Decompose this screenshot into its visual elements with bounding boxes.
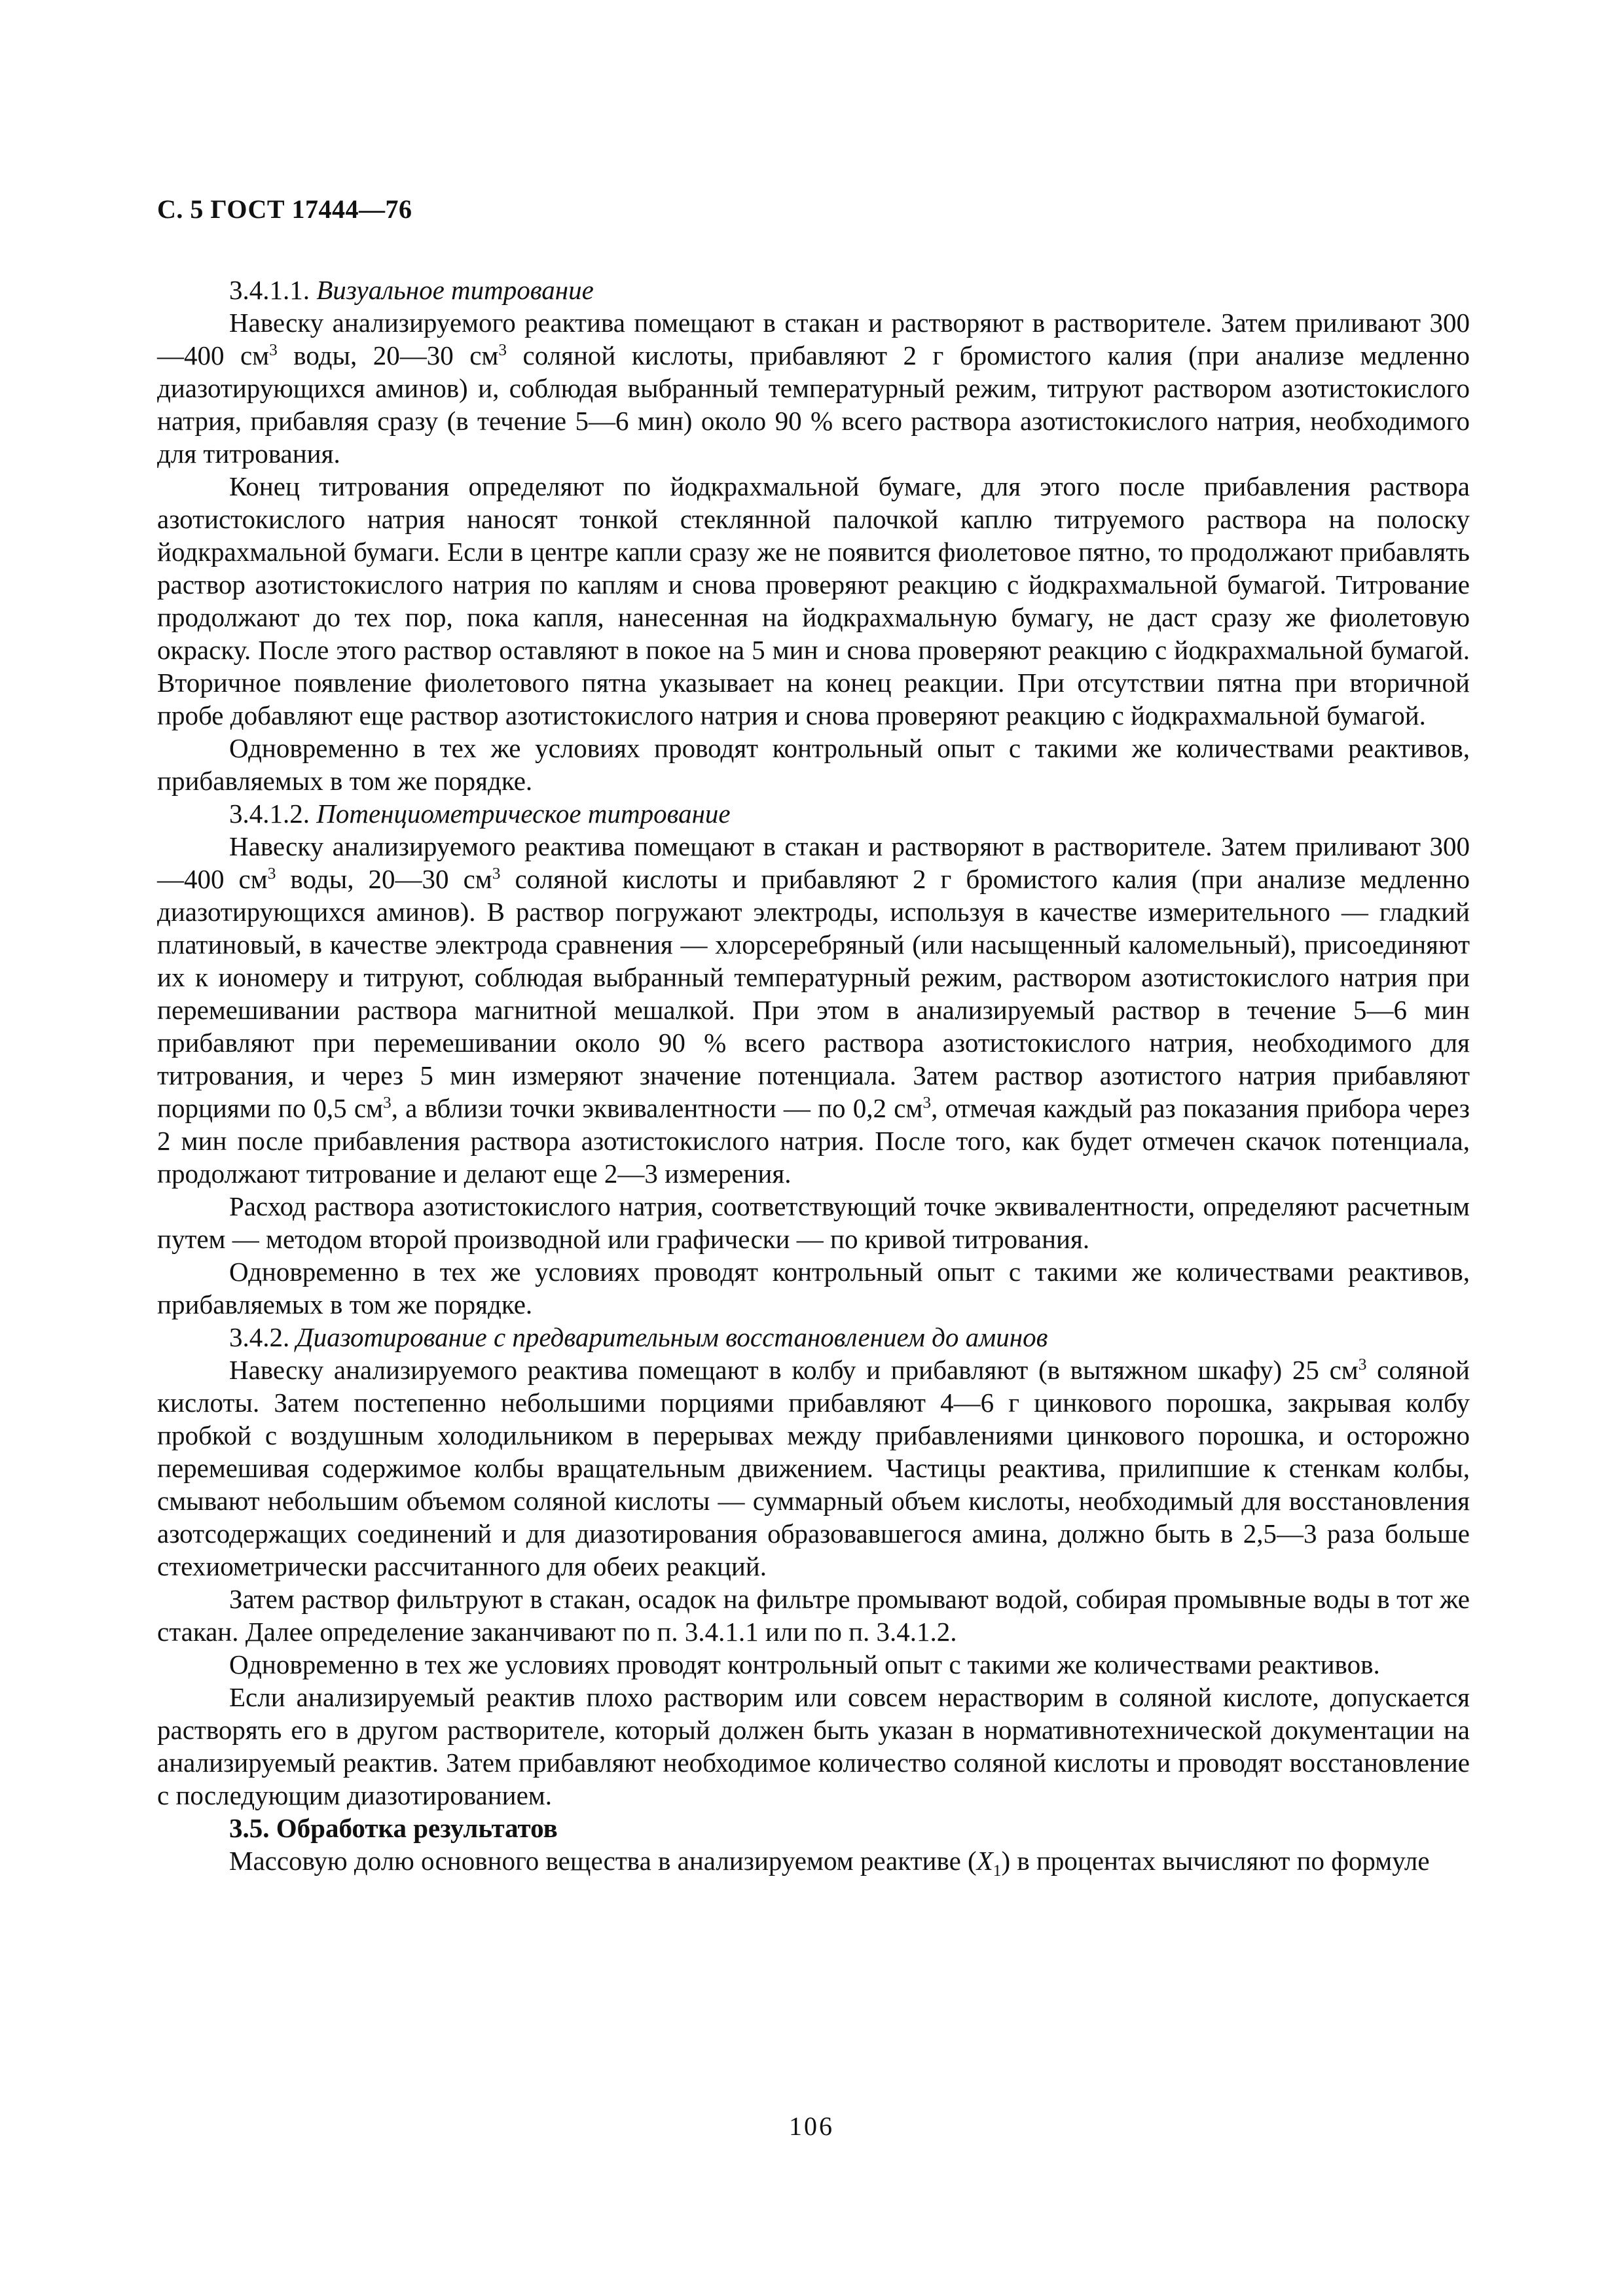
text-run: соляной кислоты, прибавляют 2 г бромистого калия (при анализе медленно диазотирующихся аминов) и, соблюдая выбранный температурный режим, титруют раствором азотистокислого натрия, прибавляя сразу (в течение 5—6 мин) около 90 % всего раствора азотистокислого натрия, необходимого для титрования. [157,340,1470,469]
superscript: 3 [383,1093,392,1112]
superscript: 3 [269,340,278,359]
text-run: , а вблизи точки эквивалентности — по 0,2 см [391,1093,923,1123]
text-run: воды, 20—30 см [276,864,492,894]
body-paragraph [157,830,1470,1190]
superscript: 3 [922,1093,932,1112]
section-heading [157,797,1470,830]
superscript: 3 [267,864,276,883]
section-title: Визуальное титрование [316,275,594,305]
text-run: Одновременно в тех же условиях проводят контрольный опыт с такими же количествами реактивов. [229,1649,1380,1679]
section-number: 3.4.2. [229,1322,297,1352]
text-run: Навеску анализируемого реактива помещают в стакан и растворяют в растворителе. Затем приливают 300—400 см [157,308,1470,370]
italic-symbol: X [976,1846,993,1876]
text-run: Затем раствор фильтруют в стакан, осадок на фильтре промывают водой, собирая промывные воды в тот же стакан. Далее определение заканчивают по п. 3.4.1.1 или по п. 3.4.1.2. [157,1584,1470,1647]
running-header: С. 5 ГОСТ 17444—76 [157,194,412,224]
section-number: 3.4.1.2. [229,798,317,829]
body-paragraph [157,1190,1470,1255]
body-paragraph [157,1354,1470,1583]
text-run: Конец титрования определяют по йодкрахмальной бумаге, для этого после прибавления раствора азотистокислого натрия наносят тонкой стеклянной палочкой каплю титруемого раствора на полоску йодкрахмальной бумаги. Если в центре капли сразу же не появится фиолетовое пятно, то продолжают прибавлять раствор азотистокислого натрия по каплям и снова проверяют реакцию с йодкрахмальной бумагой. Титрование продолжают до тех пор, пока капля, нанесенная на йодкрахмальную бумагу, не даст сразу же фиолетовую окраску. После этого раствор оставляют в покое на 5 мин и снова проверяют реакцию с йодкрахмальной бумагой. Вторичное появление фиолетового пятна указывает на конец реакции. При отсутствии пятна при вторичной пробе добавляют еще раствор азотистокислого натрия и снова проверяют реакцию с йодкрахмальной бумагой. [157,471,1470,730]
body-paragraph [157,1648,1470,1681]
subscript: 1 [993,1861,1002,1880]
section-heading-bold: 3.5. Обработка результатов [229,1813,558,1843]
text-run: Навеску анализируемого реактива помещают в стакан и растворяют в растворителе. Затем приливают 300—400 см [157,831,1470,894]
text-run: соляной кислоты и прибавляют 2 г бромистого калия (при анализе медленно диазотирующихся аминов). В раствор погружают электроды, используя в качестве измерительного — гладкий платиновый, в качестве электрода сравнения — хлорсеребряный (или насыщенный каломельный), присоединяют их к иономеру и титруют, соблюдая выбранный температурный режим, раствором азотистокислого натрия при перемешивании раствора магнитной мешалкой. При этом в анализируемый раствор в течение 5—6 мин прибавляют при перемешивании около 90 % всего раствора азотистокислого натрия, необходимого для титрования, и через 5 мин измеряют значение потенциала. Затем раствор азотистого натрия прибавляют порциями по 0,5 см [157,864,1470,1123]
text-run: ) в процентах вычисляют по формуле [1001,1846,1430,1876]
text-run: Одновременно в тех же условиях проводят контрольный опыт с такими же количествами реактивов, прибавляемых в том же порядке. [157,1257,1470,1319]
superscript: 3 [1358,1355,1367,1374]
body-paragraph [157,470,1470,732]
text-run: Навеску анализируемого реактива помещают в колбу и прибавляют (в вытяжном шкафу) 25 см [229,1355,1359,1385]
text-run: Если анализируемый реактив плохо растворим или совсем нерастворим в соляной кислоте, допускается растворять его в другом растворителе, который должен быть указан в нормативнотехнической документации на анализируемый реактив. Затем прибавляют необходимое количество соляной кислоты и проводят восстановление с последующим диазотированием. [157,1682,1470,1810]
text-run: Одновременно в тех же условиях проводят контрольный опыт с такими же количествами реактивов, прибавляемых в том же порядке. [157,733,1470,796]
superscript: 3 [492,864,501,883]
text-run: соляной кислоты. Затем постепенно небольшими порциями прибавляют 4—6 г цинкового порошка, закрывая колбу пробкой с воздушным холодильником в перерывах между прибавлениями цинкового порошка, и осторожно перемешивая содержимое колбы вращательным движением. Частицы реактива, прилипшие к стенкам колбы, смывают небольшим объемом соляной кислоты — суммарный объем кислоты, необходимый для восстановления азотсодержащих соединений и для диазотирования образовавшегося амина, должно быть в 2,5—3 раза больше стехиометрически рассчитанного для обеих реакций. [157,1355,1470,1581]
text-run: воды, 20—30 см [277,340,499,370]
body-paragraph [157,1681,1470,1812]
body-paragraph [157,306,1470,470]
section-heading [157,274,1470,306]
body-paragraph [157,1255,1470,1321]
superscript: 3 [498,340,507,359]
body-paragraph [157,732,1470,797]
document-body [157,274,1470,1880]
section-heading [157,1321,1470,1354]
section-title: Потенциометрическое титрование [316,798,731,829]
text-run: , отмечая каждый раз показания прибора через 2 мин после прибавления раствора азотистокислого натрия. После того, как будет отмечен скачок потенциала, продолжают титрование и делают еще 2—3 измерения. [157,1093,1470,1189]
body-paragraph [157,1844,1470,1880]
text-run: Расход раствора азотистокислого натрия, соответствующий точке эквивалентности, определяют расчетным путем — методом второй производной или графически — по кривой титрования. [157,1191,1470,1254]
section-title: Диазотирование с предварительным восстановлением до аминов [296,1322,1048,1352]
text-run: Массовую долю основного вещества в анализируемом реактиве ( [229,1846,977,1876]
page-number: 106 [789,2111,834,2141]
body-paragraph [157,1583,1470,1648]
section-number: 3.4.1.1. [229,275,317,305]
